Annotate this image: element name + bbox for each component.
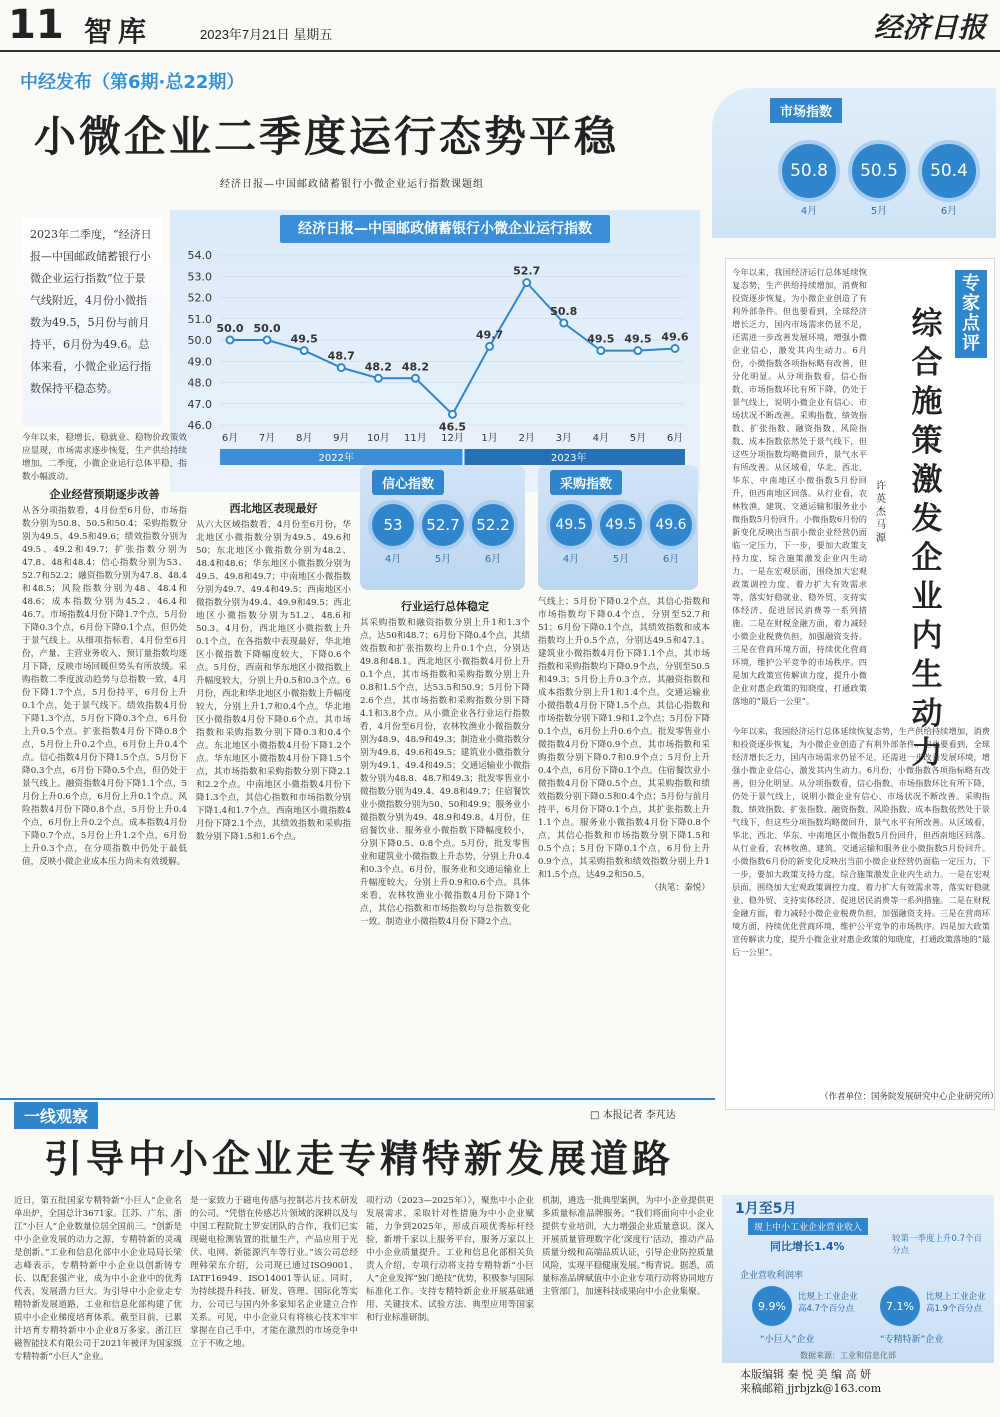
data-label: 49.5: [624, 332, 652, 346]
info-revenue-compare: 较第一季度上升0.7个百分点: [892, 1234, 983, 1256]
data-label: 50.0: [216, 322, 244, 335]
x-tick-label: 10月: [366, 433, 390, 444]
y-tick-label: 53.0: [187, 270, 212, 284]
purchase-month-1: 4月: [562, 554, 580, 565]
data-point: [412, 375, 419, 382]
y-tick-label: 47.0: [187, 397, 212, 411]
byline: 经济日报—中国邮政储蓄银行小微企业运行指数课题组: [220, 179, 484, 190]
data-label: 49.7: [476, 328, 504, 342]
column-tag: 中经发布（第6期·总22期）: [20, 72, 245, 93]
section-divider: [0, 1098, 715, 1100]
expert-headline: 综合施策激发企业内生动力: [911, 306, 943, 771]
article-column-1: [22, 432, 187, 1092]
data-point: [449, 411, 456, 418]
market-value-2: 50.5: [848, 140, 910, 202]
x-tick-label: 12月: [441, 433, 464, 444]
data-point: [338, 364, 345, 371]
credit-month-2: 5月: [434, 554, 452, 565]
data-point: [597, 347, 604, 354]
editor-line: 本版编辑 秦 悦 美 编 高 妍: [740, 1368, 871, 1381]
credit-value-1: 53: [368, 500, 418, 550]
credit-value-2: 52.7: [418, 500, 468, 550]
x-tick-label: 6月: [221, 433, 239, 444]
frontline-tag: 一线观察: [14, 1102, 98, 1129]
reporter-credit: □ 本报记者 李芃达: [590, 1110, 676, 1121]
data-label: 49.5: [587, 332, 615, 346]
article2-text-3: 项行动（2023—2025年）》，聚焦中小企业发展需求，采取针对性措施为中小企业赋能，力争到2025年，形成百项优秀标杆经验，新增千家以上服务平台，服务万家以上中小企业质量提升。工业和信息化部相关负责人介绍，专项行动将支持专精特新“小巨人”企业发挥“独门绝技”优势，积极参与国际标准化工作。支持专精特新企业开展基础通用、关键技术、试验方法、典型应用等国家和行业标准研制。: [366, 1196, 534, 1323]
data-point: [486, 343, 493, 350]
article2-text-1: 近日，第五批国家专精特新“小巨人”企业名单出炉，全国总计3671家。江苏、广东、浙江“小巨人”企业数量位居全国前三。“创新是中小企业发展的动力之源，专精特新的灵魂是创新。”工业和信息化部中小企业局局长梁志峰表示，专精特新中小企业以创新铸专长、以配套强产业，成为中小企业中的优秀代表，发展潜力巨大。为引导中小企业走专精特新发展道路，工业和信息化部构建了优质中小企业梯度培育体系。截至目前，已累计培育专精特新中小企业8万多家。浙江巨磁智能技术有限公司于2021年被评为国家级专精特新“小巨人”企业。: [14, 1196, 182, 1362]
article-column-2: [196, 498, 351, 1092]
info-period: 1月至5月: [735, 1201, 797, 1217]
info-note-giant: 比规上工业企业高4.7个百分点: [798, 1292, 858, 1314]
chart-title: 经济日报—中国邮政储蓄银行小微企业运行指数: [280, 215, 610, 243]
data-label: 49.6: [661, 330, 689, 344]
data-point: [672, 345, 679, 352]
expert-body-top: [732, 266, 867, 718]
x-tick-label: 5月: [629, 433, 647, 444]
expert-affiliation: （作者单位：国务院发展研究中心企业研究所）: [820, 1092, 999, 1102]
expert-body-text: 今年以来，我国经济运行总体延续恢复态势，生产供给持续增加，消费和投资逐步恢复，为小微企业创造了有利外部条件。但也要看到，全球经济增长乏力，国内市场需求仍显不足，还需进一步改善发展环境，增强小微企业信心，激发其内生动力。6月份，小微指数各项指标略有改善，但分化明显。从分项指数看，信心指数、市场指数环比有所下降，仍处于景气线上，说明小微企业有信心、市场状况不断改善。采购指数、绩效指数、扩张指数、融资指数、风险指数、成本指数依然处于景气线下，但这些分项指数均略微回升，景气水平有所改善。从区域看，华北、西北、华东、中南地区小微指数5月份回升，但西南地区回落。从行业看，农林牧渔、建筑、交通运输和服务业小微指数5月份回升。小微指数6月份的新变化反映出当前小微企业经营仍面临一定压力，下一步，要加大政策支持力度，综合施策激发企业内生动力。一是在宏观层面，围绕加大宏观政策调控力度、着力扩大有效需求等，落实好稳就业、稳外贸、支持实体经济、促进居民消费等一系列措施。二是在财税金融方面，着力减轻小微企业税费负担，加强融资支持。三是在营商环境方面，持续优化营商环境，维护公平竞争的市场秩序。四是加大政策宣传解读力度，提升小微企业对惠企政策的知晓度，打通政策落地的“最后一公里”。: [732, 267, 867, 706]
market-index-title: 市场指数: [770, 98, 842, 123]
data-point: [560, 320, 567, 327]
market-index-circles: [778, 140, 980, 217]
info-note-specialized: 比规上工业企业高1.9个百分点: [926, 1292, 986, 1314]
main-headline: 小微企业二季度运行态势平稳: [34, 112, 620, 161]
issue-date: 2023年7月21日 星期五: [200, 27, 333, 42]
x-tick-label: 4月: [592, 433, 610, 444]
x-tick-label: 9月: [333, 433, 350, 444]
index-line-chart: [170, 245, 700, 490]
column-1-lead: 今年以来，稳增长、稳就业、稳物价政策效应显现，市场需求逐步恢复，生产供给持续增加。二季度，小微企业运行总体平稳，指数小幅波动。: [22, 433, 187, 482]
article2-column-3: [366, 1195, 534, 1410]
expert-comment-tag: 专家点评: [955, 270, 987, 358]
x-tick-label: 1月: [481, 433, 498, 444]
column-4-body: 气线上；5月份下降0.2个点，其信心指数和市场指数均下降0.4个点，分别至52.7和51；6月份下降0.1个点，其绩效指数和成本指数均上升0.5个点，分别达49.5和47.1。建筑业小微指数4月份下降1.1个点，其市场指数和采购指数均下降0.9个点，分别至50.5和49.3；5月份上升0.3个点，其融资指数和成本指数分别上升1和1.4个点。交通运输业小微指数4月份下降1.5个点，其信心指数和市场指数分别下降1.9和1.2个点；5月份下降0.1个点，6月份上升0.6个点。批发零售业小微指数4月份下降0.9个点，其市场指数和采购指数分别下降0.7和0.9个点；5月份上升0.4个点，6月份下降0.1个点。住宿餐饮业小微指数4月份下降0.5个点，其采购指数和绩效指数分别下降0.5和0.4个点；5月份与前月持平，6月份下降0.1个点，其扩张指数上升1.1个点。服务业小微指数4月份下降0.8个点，其信心指数和市场指数分别下降1.5和0.5个点；5月份下降0.1个点，6月份上升0.9个点，其采购指数和绩效指数分别上升1和1.5个点，达49.2和50.5。: [538, 597, 710, 880]
purchase-value-1: 49.5: [546, 500, 596, 550]
data-point: [375, 375, 382, 382]
subheading-northwest: 西北地区表现最好: [229, 502, 318, 515]
second-headline: 引导中小企业走专精特新发展道路: [44, 1137, 675, 1181]
x-tick-label: 3月: [555, 433, 572, 444]
y-tick-label: 54.0: [187, 249, 212, 262]
purchase-index-title: 采购指数: [550, 470, 622, 495]
data-label: 48.2: [364, 360, 392, 374]
credit-month-3: 6月: [484, 554, 502, 565]
column-3-body: 其采购指数和融资指数分别上升1和1.3个点，达50和48.7；6月份下降0.4个点，其绩效指数和扩张指数均上升0.1个点，分别达49.8和48.1。西北地区小微指数4月份上升0.1个点，其市场指数和采购指数分别上升0.8和1.5个点，达53.5和50.9；5月份下降2.6个点，其市场指数和采购指数分别下降4.1和3.8个点。从小微企业各行业运行指数看，4月份至6月份，农林牧渔业小微指数分别为48.9、48.9和49.3；制造业小微指数分别为49.8、49.6和49.5；建筑业小微指数分别为49.1、49.4和49.5；交通运输业小微指数分别为48.8、48.7和49.3；批发零售业小微指数分别为49.4、49.8和49.7；住宿餐饮业小微指数分别为50、50和49.9；服务业小微指数分别为49、48.9和49.8。4月份，住宿餐饮业、服务业小微指数下降幅度较小，分别下降0.5、0.8个点。5月份，批发零售业和建筑业小微指数上升态势，分别上升0.4和0.3个点。6月份，服务业和交通运输业上升幅度较大，分别上升0.9和0.6个点。具体来看，农林牧渔业小微指数4月份下降1个点，其信心指数和市场指数均与总指数变化一致。制造业小微指数4月份下降2个点。: [360, 618, 530, 927]
purchase-index-circles: [546, 500, 696, 565]
x-tick-label: 6月: [666, 433, 684, 444]
data-label: 50.8: [550, 305, 578, 318]
article-column-3: [360, 596, 530, 1092]
y-tick-label: 49.0: [187, 355, 212, 369]
series-line: [230, 283, 675, 415]
article2-column-1: [14, 1195, 182, 1410]
column-2-body: 从六大区域指数看，4月份至6月份，华北地区小微指数分别为49.5、49.6和50；东北地区小微指数分别为48.2、48.4和48.6；华东地区小微指数分别为49.5、49.8和49.7；中南地区小微指数分别为49.7、49.4和49.5；西南地区小微指数分别为49.4、49.9和49.5；西北地区小微指数分别为51.2、48.6和50.3。4月份，西北地区小微指数上升0.1个点，在各指数中表现最好，华北地区小微指数下降幅度较大，下降0.6个点。5月份，西南和华东地区小微指数上升幅度较大，分别上升0.5和0.3个点。6月份，西北和华北地区小微指数上升幅度较大，分别上升1.7和0.4个点。华北地区小微指数4月份下降0.6个点，其市场指数和采购指数分别下降0.3和0.4个点。东北地区小微指数4月份下降1.2个点。华东地区小微指数4月份下降1.5个点，其市场指数和采购指数分别下降2.1和2.2个点。中南地区小微指数4月份下降1.3个点，其信心指数和市场指数分别下降1.4和1.7个点。西南地区小微指数4月份下降2.1个点，其绩效指数和采购指数分别下降1.5和1.6个点。: [196, 520, 351, 842]
credit-value-3: 52.2: [468, 500, 518, 550]
market-month-3: 6月: [940, 206, 958, 217]
expert-body-text-continued: 今年以来，我国经济运行总体延续恢复态势，生产供给持续增加，消费和投资逐步恢复，为小微企业创造了有利外部条件。但也要看到，全球经济增长乏力，国内市场需求仍显不足，还需进一步改善发展环境，增强小微企业信心，激发其内生动力。6月份，小微指数各项指标略有改善，但分化明显。从分项指数看，信心指数、市场指数环比有所下降，仍处于景气线上，说明小微企业有信心、市场状况不断改善。采购指数、绩效指数、扩张指数、融资指数、风险指数、成本指数依然处于景气线下，但这些分项指数均略微回升，景气水平有所改善。从区域看，华北、西北、华东、中南地区小微指数5月份回升，但西南地区回落。从行业看，农林牧渔、建筑、交通运输和服务业小微指数5月份回升。小微指数6月份的新变化反映出当前小微企业经营仍面临一定压力，下一步，要加大政策支持力度，综合施策激发企业内生动力。一是在宏观层面，围绕加大宏观政策调控力度、着力扩大有效需求等，落实好稳就业、稳外贸、支持实体经济、促进居民消费等一系列措施。二是在财税金融方面，着力减轻小微企业税费负担，加强融资支持。三是在营商环境方面，持续优化营商环境，维护公平竞争的市场秩序。四是加大政策宣传解读力度，提升小微企业对惠企政策的知晓度，打通政策落地的“最后一公里”。: [732, 726, 990, 957]
info-source: 数据来源：工业和信息化部: [800, 1351, 896, 1360]
y-tick-label: 52.0: [187, 291, 212, 305]
article2-column-2: [190, 1195, 358, 1410]
info-profit-label: 企业营收利润率: [740, 1271, 804, 1281]
purchase-value-3: 49.6: [646, 500, 696, 550]
group-label-2022: 2022年: [318, 453, 354, 464]
y-tick-label: 51.0: [187, 312, 212, 326]
purchase-value-2: 49.5: [596, 500, 646, 550]
info-label-specialized: “专精特新”企业: [880, 1335, 944, 1345]
article2-column-4: [542, 1195, 714, 1410]
x-tick-label: 7月: [258, 433, 276, 444]
purchase-month-2: 5月: [612, 554, 630, 565]
article-column-4: [538, 596, 710, 1092]
info-revenue-label: 规上中小工业企业营业收入: [748, 1218, 868, 1235]
page-number: 11: [8, 2, 64, 48]
column-1-body: 从各分项指数看，4月份至6月份，市场指数分别为50.8、50.5和50.4；采购指数分别为49.5、49.5和49.6；绩效指数分别为49.5、49.2和49.7；扩张指数分别为47.8、48和48.4；信心指数分别为53、52.7和52.2；融资指数分别为47.8、48.4和48.5；风险指数分别为48、48.4和48.6；成本指数分别为45.2、46.4和46.7。市场指数4月份下降1.7个点，5月份下降0.3个点，6月份下降0.1个点，但仍处于景气线上。从细项指标看，4月份至6月份，产量、主营业务收入、预订量指数均逐月下降，反映市场回暖但势头有所放缓。采购指数二季度波动趋势与总指数一致，4月份下降1.7个点，5月份持平，6月份上升0.1个点，处于景气线下。绩效指数4月份下降1.3个点，5月份下降0.3个点，6月份上升0.5个点。扩张指数4月份下降0.8个点，5月份上升0.2个点，6月份上升0.4个点。信心指数4月份下降1.5个点，5月份下降0.3个点，6月份下降0.5个点，但仍处于景气线上。融资指数4月份下降1.1个点，5月份上升0.6个点，6月份上升0.1个点。风险指数4月份下降0.8个点，5月份上升0.4个点，6月份上升0.2个点。成本指数4月份下降0.7个点，5月份上升1.2个点，6月份上升0.3个点，在分项指数中仍处于最低值，反映小微企业成本压力尚未有效缓解。: [22, 506, 187, 867]
subheading-expectations: 企业经营预期逐步改善: [49, 488, 160, 501]
market-month-1: 4月: [800, 206, 818, 217]
data-label: 46.5: [438, 420, 467, 434]
data-point: [301, 347, 308, 354]
intro-text: 2023年二季度，“经济日报—中国邮政储蓄银行小微企业运行指数”位于景气线附近，4月份小微指数为49.5，5月份与前月持平，6月份为49.6。总体来看，小微企业运行指数保持平稳态势。: [30, 228, 152, 395]
data-label: 49.5: [290, 332, 318, 346]
data-point: [634, 347, 641, 354]
y-tick-label: 50.0: [187, 334, 212, 347]
expert-authors: 许英杰 马源: [876, 481, 886, 544]
data-point: [523, 279, 530, 286]
article2-text-2: 是一家致力于磁电传感与控制芯片技术研发的公司。“凭借在传感芯片领域的深耕以及与中国工程院院士罗安团队的合作，我们已实现磁电检测装置的批量生产，产品应用于光伏、电网、新能源汽车等行业。”该公司总经理韩荣东介绍，公司现已通过ISO9001、IATF16949、ISO14001等认证。同时，为持续提升科技、研发、管理、国际化等实力，公司已与国内外多家知名企业建立合作关系。可见，中小企业只有将核心技术牢牢掌握在自己手中，才能在激烈的市场竞争中立于不败之地。: [190, 1196, 358, 1349]
market-value-1: 50.8: [778, 140, 840, 202]
data-label: 48.7: [327, 349, 355, 363]
info-label-giant: “小巨人”企业: [760, 1335, 815, 1345]
info-rate-specialized: 7.1%: [880, 1286, 920, 1326]
data-label: 50.0: [253, 322, 281, 335]
editor-credits: [740, 1368, 990, 1396]
x-tick-label: 11月: [404, 433, 427, 444]
credit-index-circles: [368, 500, 518, 565]
intro-box: [22, 218, 162, 426]
data-label: 48.2: [401, 360, 429, 374]
article2-text-4: 机制，遴选一批典型案例，为中小企业提供更多质量标准品牌服务。“我们将面向中小企业提供专业培训，大力增强企业质量意识。深入开展质量管理数字化‘深度行’活动，推动产品质量分级和高端品质认证，引导企业防控质量风险，实现平稳健康发展。”梅青说。据悉，质量标准品牌赋值中小企业专项行动将协同地方主管部门，加速科技成果向中小企业集聚。: [542, 1196, 714, 1297]
credit-month-1: 4月: [384, 554, 402, 565]
data-label: 52.7: [513, 264, 541, 278]
y-tick-label: 48.0: [187, 376, 212, 390]
section-title: 智库: [84, 15, 153, 48]
column-4-signoff: （执笔：秦悦）: [649, 883, 710, 893]
purchase-month-3: 6月: [662, 554, 680, 565]
info-rate-giant: 9.9%: [752, 1286, 792, 1326]
market-month-2: 5月: [870, 206, 888, 217]
email-line: 来稿邮箱 jjrbjzk@163.com: [740, 1382, 882, 1395]
group-label-2023: 2023年: [551, 453, 587, 464]
expert-body-bottom: [732, 725, 990, 1087]
info-revenue-growth: 同比增长1.4%: [770, 1240, 845, 1253]
data-point: [227, 337, 234, 344]
data-point: [264, 337, 271, 344]
market-value-3: 50.4: [918, 140, 980, 202]
credit-index-title: 信心指数: [372, 470, 444, 495]
x-tick-label: 2月: [518, 433, 535, 444]
subheading-industry: 行业运行总体稳定: [401, 600, 489, 613]
y-tick-label: 46.0: [187, 419, 212, 432]
paper-logo: 经济日报: [873, 11, 986, 44]
masthead: [0, 0, 1000, 52]
x-tick-label: 8月: [295, 433, 313, 444]
